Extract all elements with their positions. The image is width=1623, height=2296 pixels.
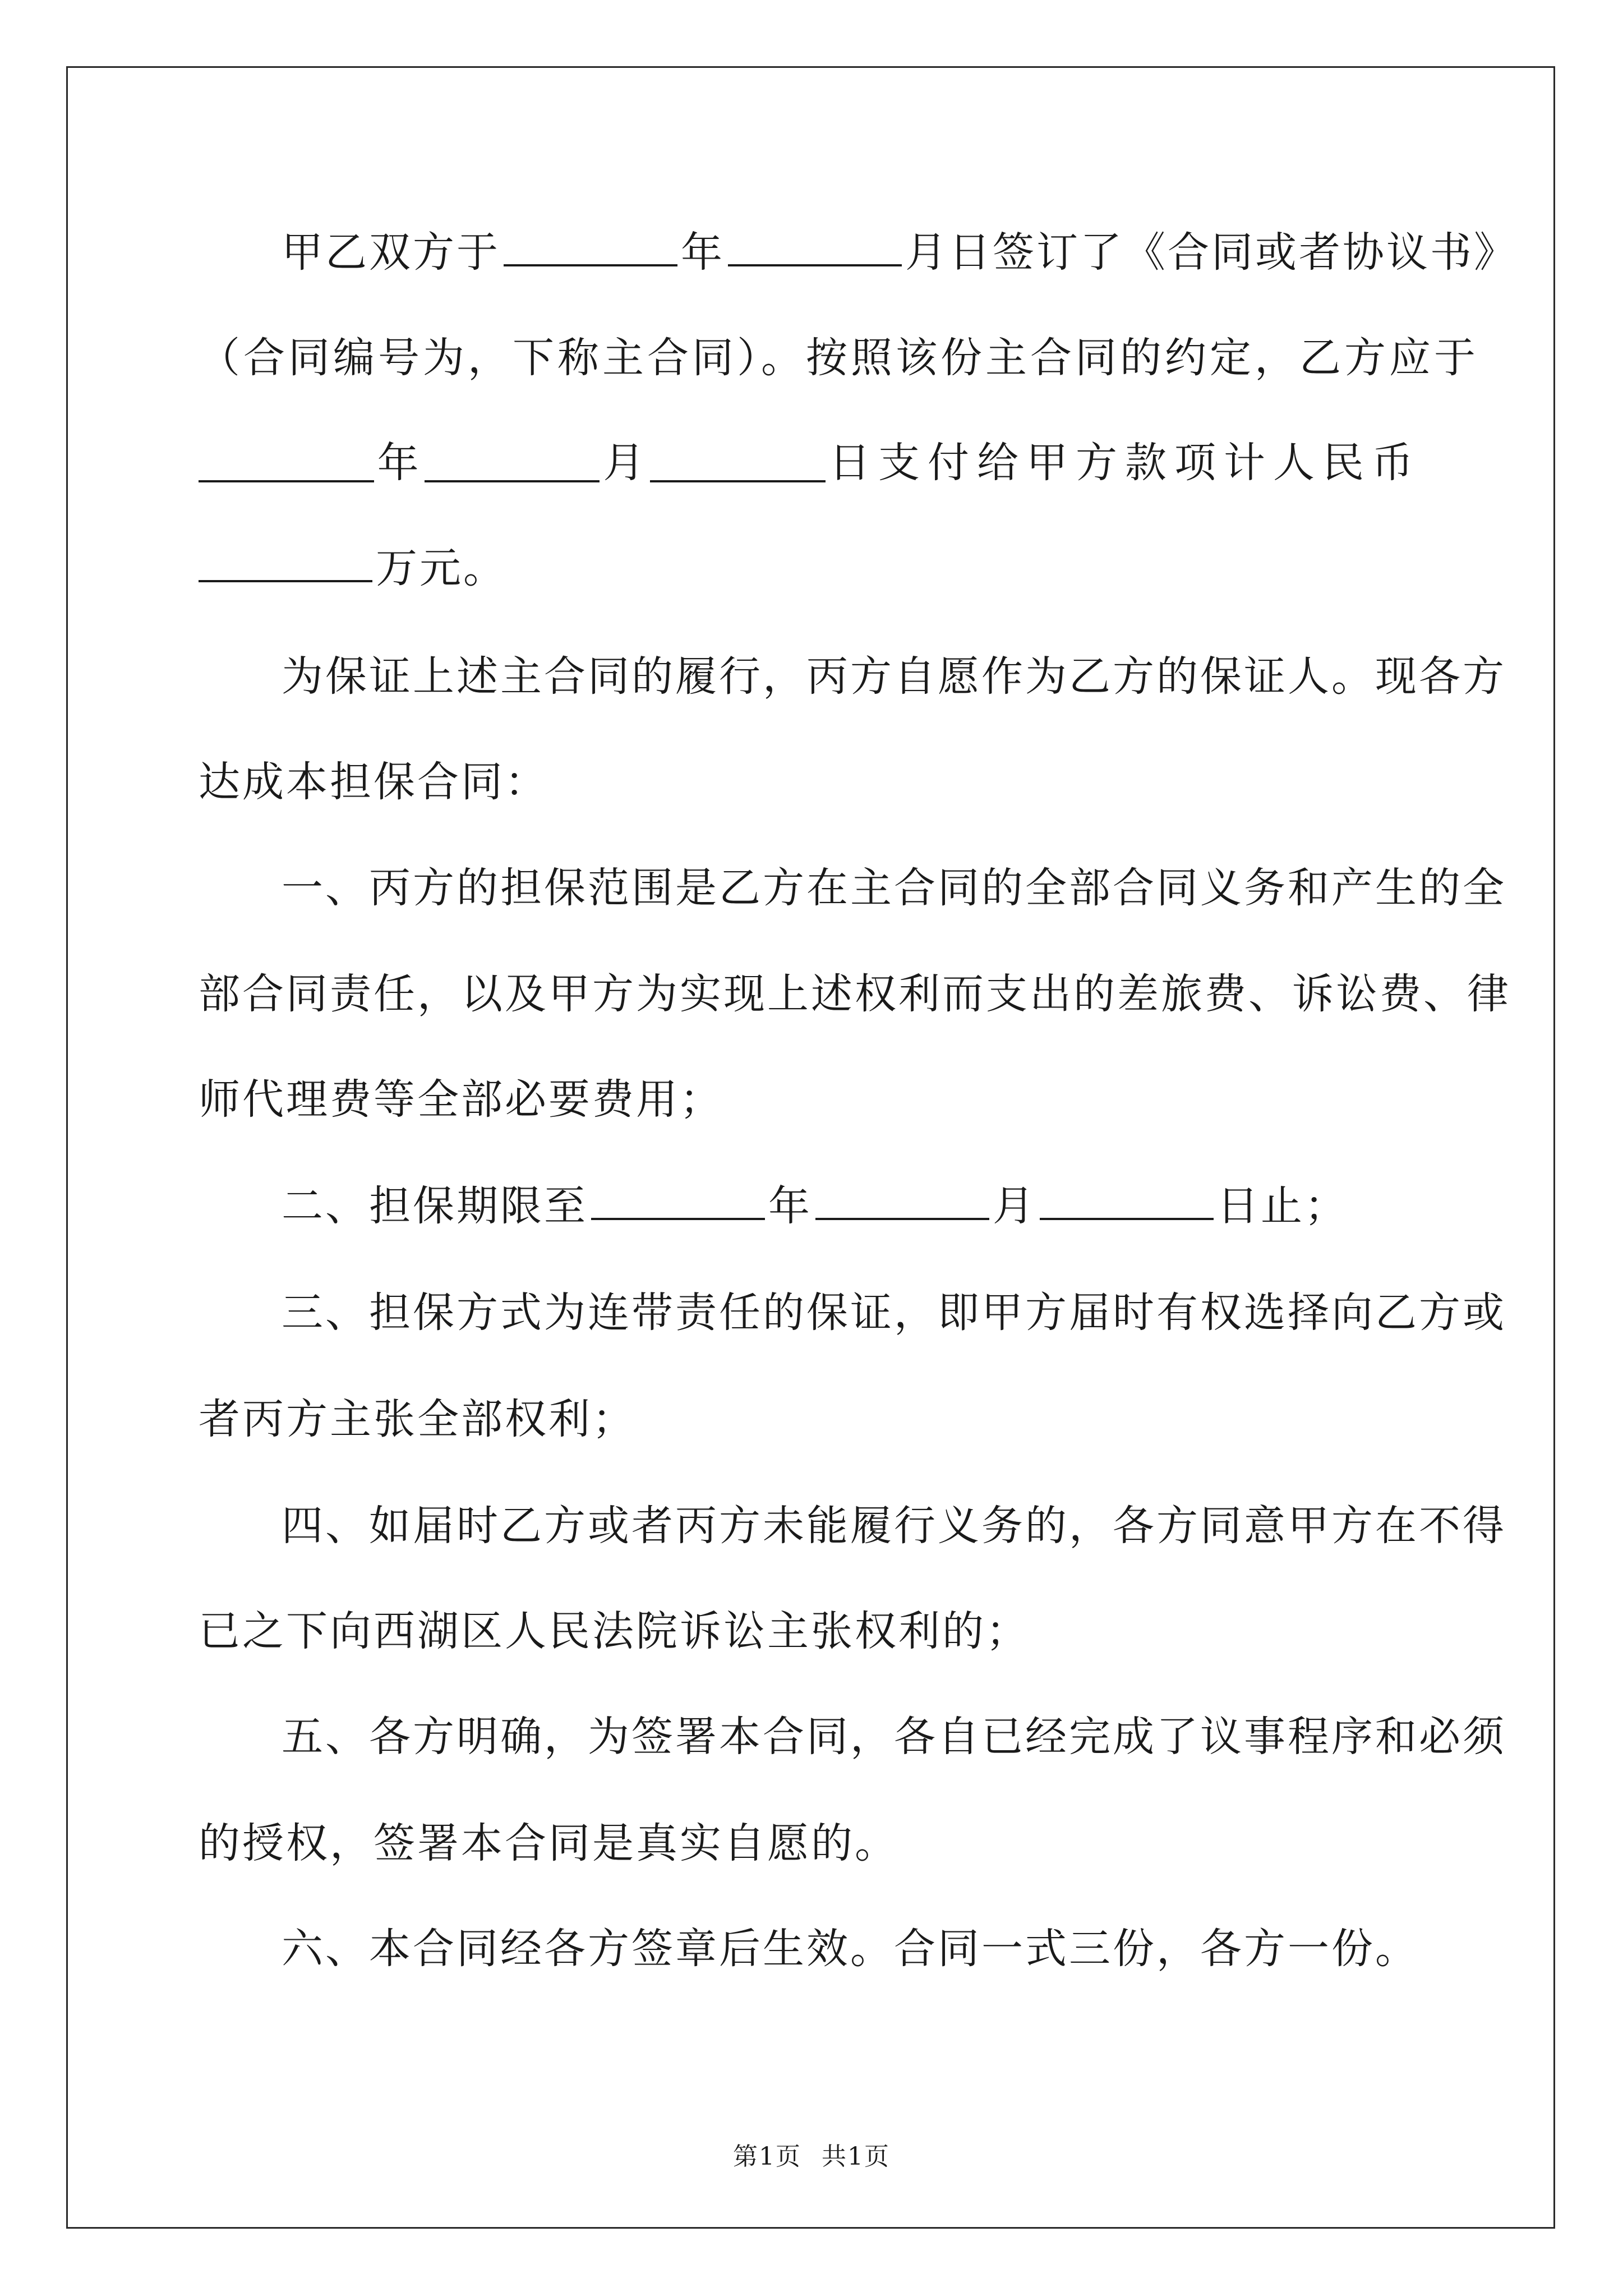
blank-day (1040, 1181, 1214, 1220)
paragraph-5-line-2: 者丙方主张全部权利； (199, 1395, 636, 1443)
paragraph-1-line-1 (282, 219, 1518, 286)
text-span: 月日签订了《合同或者协议书》 (905, 228, 1518, 277)
paragraph-6-line-1: 四、如届时乙方或者丙方未能履行义务的，各方同意甲方在不得 (282, 1502, 1506, 1550)
blank-day (650, 443, 826, 482)
text-span: 日止； (1217, 1182, 1348, 1230)
text-span: 年 (377, 439, 421, 487)
paragraph-2-line-2: 达成本担保合同： (199, 758, 548, 806)
blank-year (591, 1181, 765, 1220)
blank-year (504, 227, 677, 266)
paragraph-1-line-4 (199, 535, 1421, 602)
paragraph-7-line-1: 五、各方明确，为签署本合同，各自已经完成了议事程序和必须 (282, 1713, 1506, 1761)
text-span: 二、担保期限至 (282, 1182, 588, 1230)
paragraph-2-line-1: 为保证上述主合同的履行，丙方自愿作为乙方的保证人。现各方 (282, 652, 1506, 701)
paragraph-1-line-2: （合同编号为，下称主合同）。按照该份主合同的约定，乙方应于 (199, 334, 1479, 382)
paragraph-3-line-3: 师代理费等全部必要费用； (199, 1075, 723, 1124)
text-span: 月 (603, 439, 647, 487)
paragraph-3-line-2: 部合同责任，以及甲方为实现上述权利而支出的差旅费、诉讼费、律 (199, 970, 1511, 1018)
text-span: 月 (993, 1182, 1036, 1230)
blank-month (728, 227, 902, 266)
text-span: 年 (768, 1182, 812, 1230)
paragraph-6-line-2: 已之下向西湖区人民法院诉讼主张权利的； (199, 1607, 1030, 1655)
paragraph-8-line-1: 六、本合同经各方签章后生效。合同一式三份，各方一份。 (282, 1925, 1419, 1973)
blank-month (815, 1181, 989, 1220)
page-footer (0, 2136, 1623, 2172)
text-span: 日支付给甲方款项计人民币 (829, 439, 1422, 487)
paragraph-5-line-1: 三、担保方式为连带责任的保证，即甲方届时有权选择向乙方或 (282, 1289, 1506, 1337)
paragraph-1-line-3 (199, 429, 1421, 496)
page-number-total: 共1页 (822, 2142, 890, 2171)
blank-amount (199, 543, 372, 582)
blank-month (425, 443, 600, 482)
text-span: 甲乙双方于 (282, 228, 500, 277)
paragraph-7-line-2: 的授权，签署本合同是真实自愿的。 (199, 1819, 898, 1867)
blank-year (199, 443, 374, 482)
paragraph-4-line-1 (282, 1172, 1421, 1240)
paragraph-3-line-1: 一、丙方的担保范围是乙方在主合同的全部合同义务和产生的全 (282, 864, 1506, 912)
text-span: 万元。 (376, 544, 507, 592)
page-number-current: 第1页 (733, 2142, 801, 2171)
text-span: 年 (681, 228, 725, 277)
